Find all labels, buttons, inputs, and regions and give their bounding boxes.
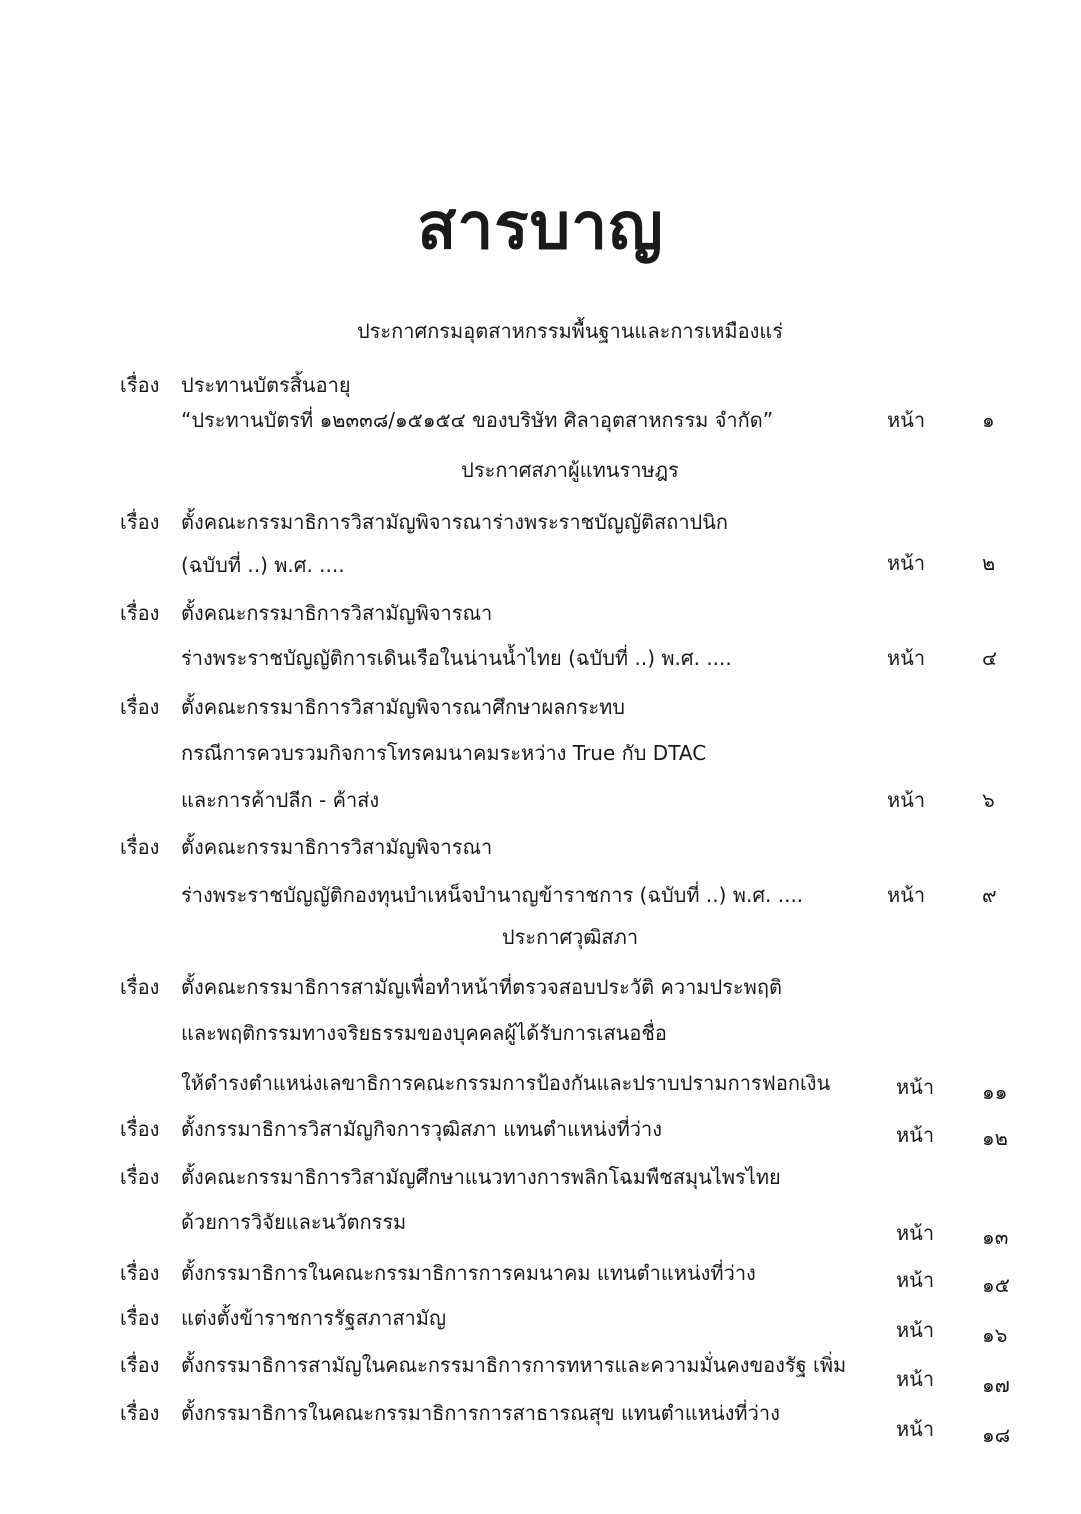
page-number: ๑๑ xyxy=(982,1080,1008,1104)
page-label: หน้า xyxy=(896,1221,935,1245)
page-label: หน้า xyxy=(896,1075,935,1099)
section-heading: ประกาศกรมอุตสาหกรรมพื้นฐานและการเหมืองแร่ xyxy=(356,319,784,343)
entry-keyword: เรื่อง xyxy=(120,1165,160,1189)
entry-keyword: เรื่อง xyxy=(120,1306,160,1330)
entry-title-line: กรณีการควบรวมกิจการโทรคมนาคมระหว่าง True กับ DTAC xyxy=(181,741,707,765)
page-label: หน้า xyxy=(896,1268,935,1292)
entry-title-line: ร่างพระราชบัญญัติกองทุนบำเหน็จบำนาญข้าราชการ (ฉบับที่ ..) พ.ศ. .... xyxy=(181,883,804,907)
page-number: ๑๘ xyxy=(982,1423,1011,1447)
entry-title-line: ด้วยการวิจัยและนวัตกรรม xyxy=(181,1210,407,1234)
entry-title-line: ตั้งกรรมาธิการวิสามัญกิจการวุฒิสภา แทนตำแหน่งที่ว่าง xyxy=(181,1117,663,1141)
entry-keyword: เรื่อง xyxy=(120,510,160,534)
page-number: ๔ xyxy=(982,646,998,670)
page-number: ๒ xyxy=(982,551,996,575)
entry-keyword: เรื่อง xyxy=(120,975,160,999)
page-label: หน้า xyxy=(887,646,926,670)
entry-title-line: ตั้งคณะกรรมาธิการวิสามัญศึกษาแนวทางการพลิกโฉมพืชสมุนไพรไทย xyxy=(181,1165,781,1189)
entry-title-line: ตั้งคณะกรรมาธิการวิสามัญพิจารณา xyxy=(181,601,493,625)
entry-title-line: ตั้งกรรมาธิการสามัญในคณะกรรมาธิการการทหารและความมั่นคงของรัฐ เพิ่ม xyxy=(181,1353,847,1377)
page-label: หน้า xyxy=(896,1367,935,1391)
page-number: ๑๕ xyxy=(982,1273,1010,1297)
entry-title-line: ตั้งคณะกรรมาธิการวิสามัญพิจารณาศึกษาผลกระทบ xyxy=(181,695,625,719)
entry-title-line: ตั้งคณะกรรมาธิการสามัญเพื่อทำหน้าที่ตรวจสอบประวัติ ความประพฤติ xyxy=(181,975,782,999)
page-label: หน้า xyxy=(896,1318,935,1342)
entry-keyword: เรื่อง xyxy=(120,1261,160,1285)
entry-title-line: (ฉบับที่ ..) พ.ศ. .... xyxy=(181,553,345,577)
entry-title-line: และการค้าปลีก - ค้าส่ง xyxy=(181,788,380,812)
entry-keyword: เรื่อง xyxy=(120,1353,160,1377)
entry-keyword: เรื่อง xyxy=(120,1401,160,1425)
page-number: ๑ xyxy=(982,408,995,432)
entry-keyword: เรื่อง xyxy=(120,601,160,625)
entry-keyword: เรื่อง xyxy=(120,835,160,859)
entry-keyword: เรื่อง xyxy=(120,373,160,397)
page-label: หน้า xyxy=(887,883,926,907)
page-number: ๑๓ xyxy=(982,1225,1009,1249)
page-label: หน้า xyxy=(887,788,926,812)
entry-title-line: “ประทานบัตรที่ ๑๒๓๓๘/๑๕๑๕๔ ของบริษัท ศิลาอุตสาหกรรม จำกัด” xyxy=(181,408,774,432)
page-title: สารบาญ xyxy=(417,190,664,264)
page-label: หน้า xyxy=(887,408,926,432)
page-number: ๖ xyxy=(982,788,995,812)
entry-title-line: ให้ดำรงตำแหน่งเลขาธิการคณะกรรมการป้องกันและปราบปรามการฟอกเงิน xyxy=(181,1071,831,1095)
page-number: ๑๗ xyxy=(982,1373,1010,1397)
section-heading: ประกาศสภาผู้แทนราษฎร xyxy=(461,458,679,482)
entry-title-line: ตั้งคณะกรรมาธิการวิสามัญพิจารณาร่างพระราชบัญญัติสถาปนิก xyxy=(181,510,729,534)
page-label: หน้า xyxy=(896,1123,935,1147)
entry-title-line: ตั้งกรรมาธิการในคณะกรรมาธิการการสาธารณสุข แทนตำแหน่งที่ว่าง xyxy=(181,1401,780,1425)
entry-title-line: แต่งตั้งข้าราชการรัฐสภาสามัญ xyxy=(181,1306,446,1330)
entry-keyword: เรื่อง xyxy=(120,695,160,719)
entry-title-line: ตั้งคณะกรรมาธิการวิสามัญพิจารณา xyxy=(181,835,493,859)
section-heading: ประกาศวุฒิสภา xyxy=(501,925,639,949)
page-label: หน้า xyxy=(896,1417,935,1441)
entry-title-line: ประทานบัตรสิ้นอายุ xyxy=(181,373,351,397)
page-number: ๙ xyxy=(982,883,997,907)
page-label: หน้า xyxy=(887,551,926,575)
entry-title-line: และพฤติกรรมทางจริยธรรมของบุคคลผู้ได้รับการเสนอชื่อ xyxy=(181,1021,667,1045)
entry-title-line: ร่างพระราชบัญญัติการเดินเรือในน่านน้ำไทย (ฉบับที่ ..) พ.ศ. .... xyxy=(181,646,732,670)
entry-keyword: เรื่อง xyxy=(120,1117,160,1141)
entry-title-line: ตั้งกรรมาธิการในคณะกรรมาธิการการคมนาคม แทนตำแหน่งที่ว่าง xyxy=(181,1261,756,1285)
page-number: ๑๒ xyxy=(982,1126,1008,1150)
page-number: ๑๖ xyxy=(982,1323,1008,1347)
